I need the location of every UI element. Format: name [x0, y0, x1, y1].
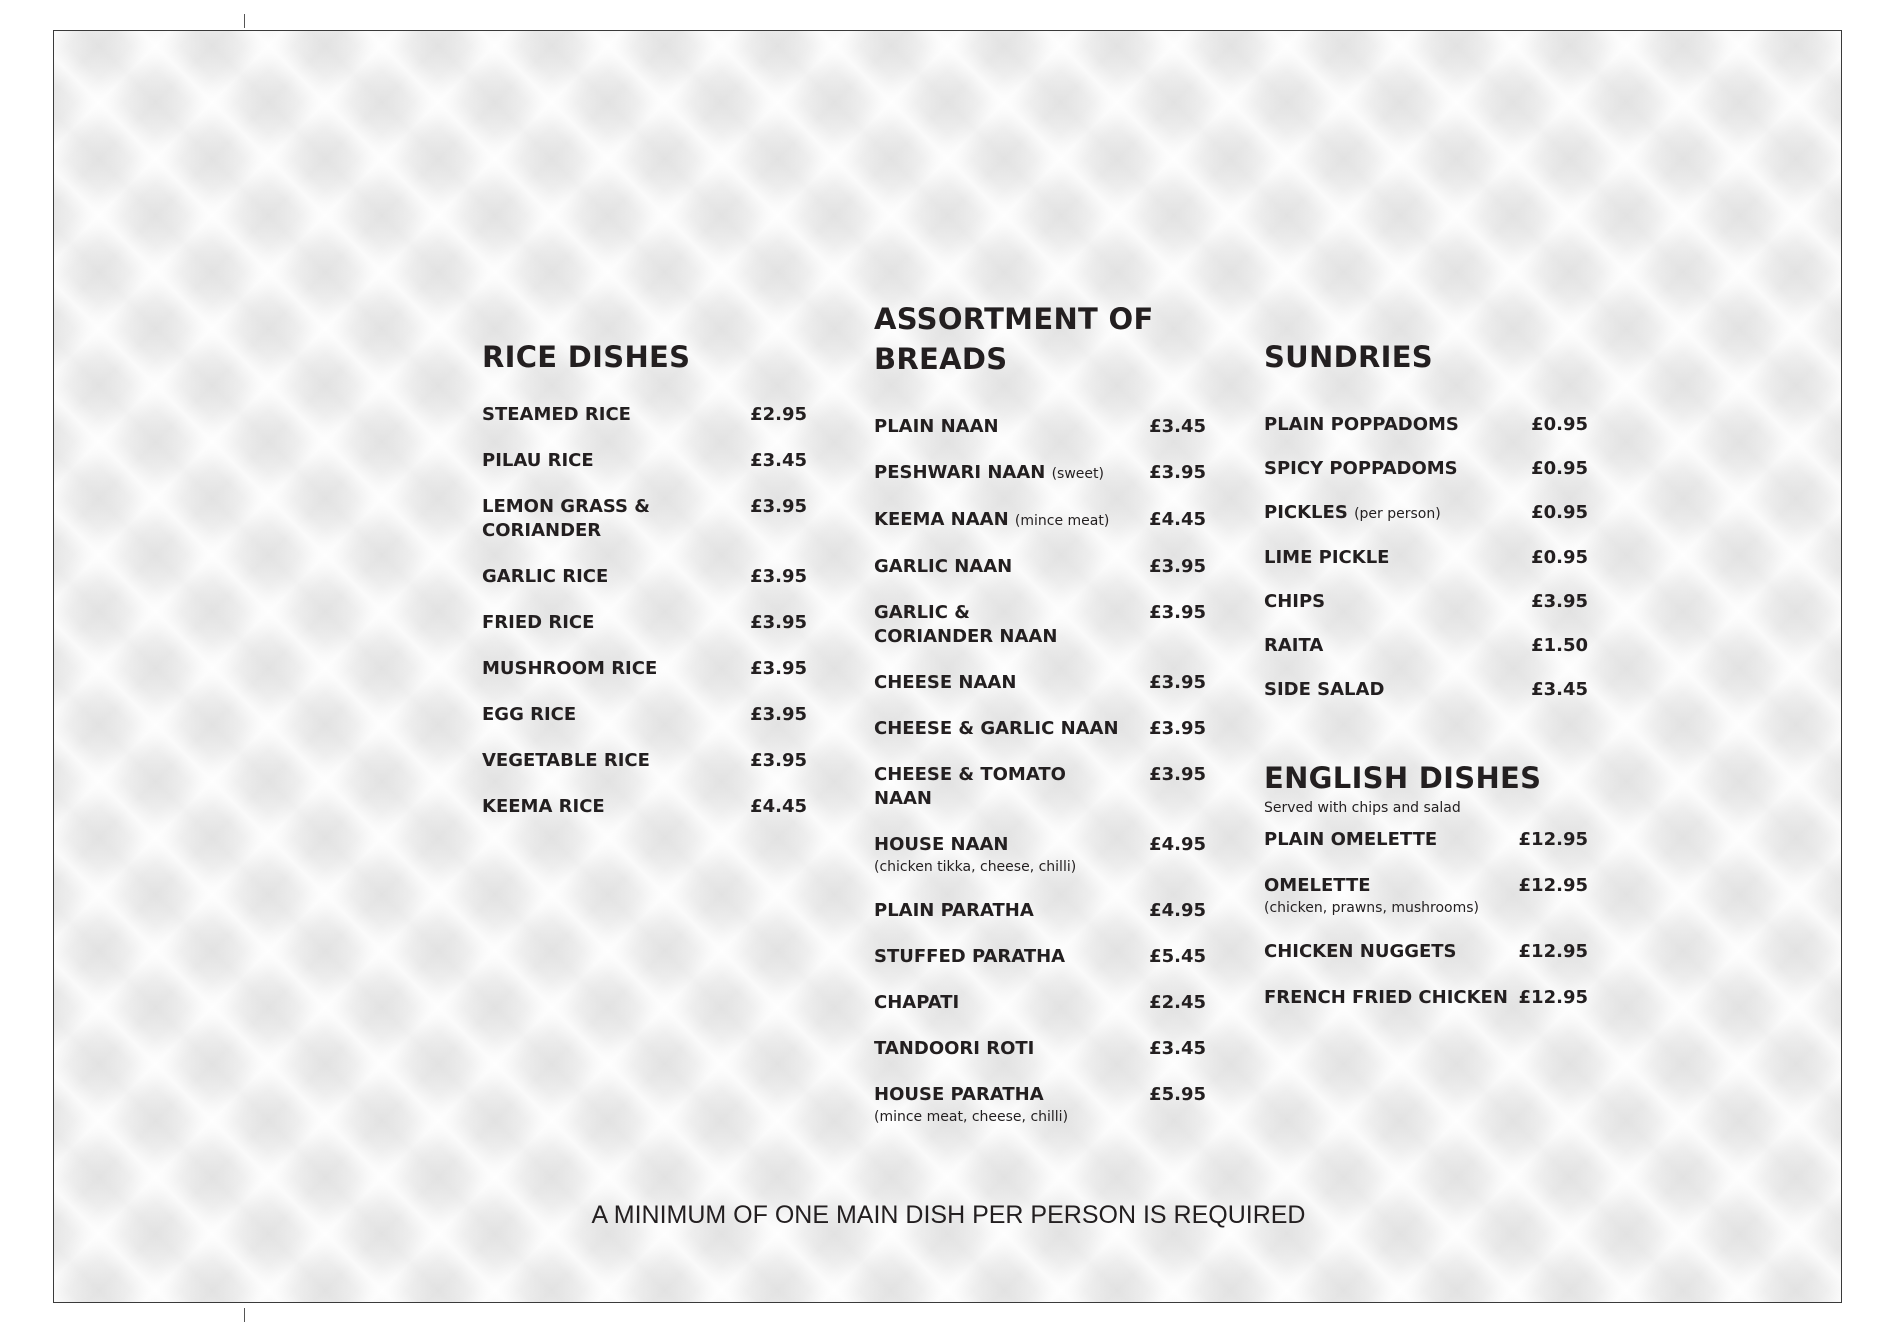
item-note: (sweet) [1051, 466, 1104, 482]
menu-item [1264, 634, 1588, 658]
item-name-line1: GARLIC & [874, 602, 970, 623]
item-price: £4.45 [1149, 509, 1206, 530]
menu-item [874, 1083, 1206, 1127]
item-price: £12.95 [1518, 875, 1588, 896]
item-name: OMELETTE [1264, 875, 1371, 896]
item-name: MUSHROOM RICE [482, 658, 658, 679]
menu-item [874, 1037, 1206, 1061]
item-price: £3.95 [750, 496, 807, 517]
menu-item [874, 671, 1206, 695]
item-price: £12.95 [1518, 987, 1588, 1008]
item-price: £3.45 [1149, 1038, 1206, 1059]
menu-list [1264, 828, 1588, 1010]
item-price: £3.45 [1531, 679, 1588, 700]
item-name: CHICKEN NUGGETS [1264, 941, 1457, 962]
menu-item [482, 449, 807, 473]
menu-page [53, 30, 1842, 1303]
item-name-line2: CORIANDER NAAN [874, 626, 1058, 647]
item-price: £5.45 [1149, 946, 1206, 967]
item-price: £3.95 [1149, 718, 1206, 739]
item-price: £3.45 [1149, 416, 1206, 437]
item-price: £4.45 [750, 796, 807, 817]
item-description: (chicken tikka, cheese, chilli) [874, 859, 1077, 875]
crop-mark-bottom [244, 1308, 245, 1322]
section-title: SUNDRIES [1264, 340, 1433, 374]
item-price: £3.95 [1149, 602, 1206, 623]
menu-item [1264, 590, 1588, 614]
minimum-order-notice: A MINIMUM OF ONE MAIN DISH PER PERSON IS REQUIRED [591, 1201, 1306, 1229]
section-title-line2: BREADS [874, 342, 1008, 376]
menu-item [482, 795, 807, 819]
menu-item [482, 403, 807, 427]
item-name: KEEMA RICE [482, 796, 605, 817]
menu-item [1264, 828, 1588, 852]
rice-dishes-section [482, 337, 807, 841]
item-name: CHEESE NAAN [874, 672, 1017, 693]
item-name: KEEMA NAAN [874, 509, 1009, 530]
menu-list [1264, 413, 1588, 702]
item-name: FRIED RICE [482, 612, 595, 633]
menu-item [874, 717, 1206, 741]
menu-item [1264, 501, 1588, 526]
menu-item [1264, 546, 1588, 570]
item-description: (chicken, prawns, mushrooms) [1264, 900, 1480, 916]
item-name: LEMON GRASS & CORIANDER [482, 496, 650, 541]
menu-item [1264, 678, 1588, 702]
item-name: PLAIN NAAN [874, 416, 999, 437]
sundries-section [1264, 337, 1588, 722]
item-name: HOUSE PARATHA [874, 1084, 1044, 1105]
menu-item [1264, 413, 1588, 437]
menu-item [874, 833, 1206, 877]
item-description: (mince meat, cheese, chilli) [874, 1109, 1069, 1125]
menu-item [1264, 940, 1588, 964]
menu-item [874, 763, 1206, 811]
item-price: £0.95 [1531, 414, 1588, 435]
item-note: (per person) [1354, 506, 1441, 522]
menu-list [874, 415, 1206, 1127]
crop-mark-top [244, 14, 245, 28]
item-name: LIME PICKLE [1264, 547, 1390, 568]
menu-item [1264, 457, 1588, 481]
english-dishes-section [1264, 758, 1588, 1032]
item-name: EGG RICE [482, 704, 577, 725]
item-price: £3.95 [750, 658, 807, 679]
menu-item [874, 461, 1206, 486]
item-name: FRENCH FRIED CHICKEN [1264, 987, 1508, 1008]
item-name: GARLIC RICE [482, 566, 609, 587]
item-price: £0.95 [1531, 458, 1588, 479]
item-name: SIDE SALAD [1264, 679, 1385, 700]
menu-item [482, 749, 807, 773]
item-price: £1.50 [1531, 635, 1588, 656]
menu-item [482, 565, 807, 589]
item-name: CHIPS [1264, 591, 1326, 612]
menu-item [874, 601, 1206, 649]
item-name: HOUSE NAAN [874, 834, 1009, 855]
item-price: £5.95 [1149, 1084, 1206, 1105]
section-title [874, 299, 1206, 379]
item-price: £3.95 [750, 750, 807, 771]
section-title: ENGLISH DISHES [1264, 761, 1542, 795]
menu-item [874, 508, 1206, 533]
item-price: £12.95 [1518, 829, 1588, 850]
item-price: £3.95 [1149, 672, 1206, 693]
item-name: STUFFED PARATHA [874, 946, 1066, 967]
item-price: £4.95 [1149, 834, 1206, 855]
menu-item [482, 611, 807, 635]
section-subtitle: Served with chips and salad [1264, 800, 1461, 816]
item-price: £3.95 [1149, 556, 1206, 577]
breads-section [874, 299, 1206, 1149]
item-name: PLAIN OMELETTE [1264, 829, 1438, 850]
item-name: STEAMED RICE [482, 404, 631, 425]
item-name: GARLIC NAAN [874, 556, 1013, 577]
section-title-line1: ASSORTMENT OF [874, 302, 1154, 336]
item-price: £12.95 [1518, 941, 1588, 962]
menu-item [482, 495, 807, 543]
menu-item [874, 899, 1206, 923]
item-name: CHAPATI [874, 992, 960, 1013]
menu-item [874, 555, 1206, 579]
menu-list [482, 403, 807, 819]
item-price: £2.95 [750, 404, 807, 425]
item-price: £3.45 [750, 450, 807, 471]
item-name: CHEESE & GARLIC NAAN [874, 718, 1119, 739]
menu-item [874, 415, 1206, 439]
item-name: CHEESE & TOMATO NAAN [874, 764, 1066, 809]
item-price: £2.45 [1149, 992, 1206, 1013]
menu-item [874, 945, 1206, 969]
item-name: SPICY POPPADOMS [1264, 458, 1458, 479]
item-price: £3.95 [1531, 591, 1588, 612]
item-name: PILAU RICE [482, 450, 594, 471]
item-price: £3.95 [750, 566, 807, 587]
item-name: VEGETABLE RICE [482, 750, 650, 771]
menu-item [482, 657, 807, 681]
item-price: £3.95 [750, 612, 807, 633]
section-title: RICE DISHES [482, 340, 691, 374]
item-name: PLAIN PARATHA [874, 900, 1034, 921]
menu-item [874, 991, 1206, 1015]
item-name: TANDOORI ROTI [874, 1038, 1035, 1059]
item-price: £0.95 [1531, 502, 1588, 523]
item-price: £3.95 [1149, 764, 1206, 785]
item-name: PICKLES [1264, 502, 1348, 523]
item-name: PLAIN POPPADOMS [1264, 414, 1459, 435]
item-name: RAITA [1264, 635, 1324, 656]
item-price: £4.95 [1149, 900, 1206, 921]
item-price: £0.95 [1531, 547, 1588, 568]
item-price: £3.95 [750, 704, 807, 725]
item-note: (mince meat) [1014, 513, 1110, 529]
item-name: PESHWARI NAAN [874, 462, 1046, 483]
menu-item [1264, 986, 1588, 1010]
item-price: £3.95 [1149, 462, 1206, 483]
menu-item [1264, 874, 1588, 918]
menu-item [482, 703, 807, 727]
